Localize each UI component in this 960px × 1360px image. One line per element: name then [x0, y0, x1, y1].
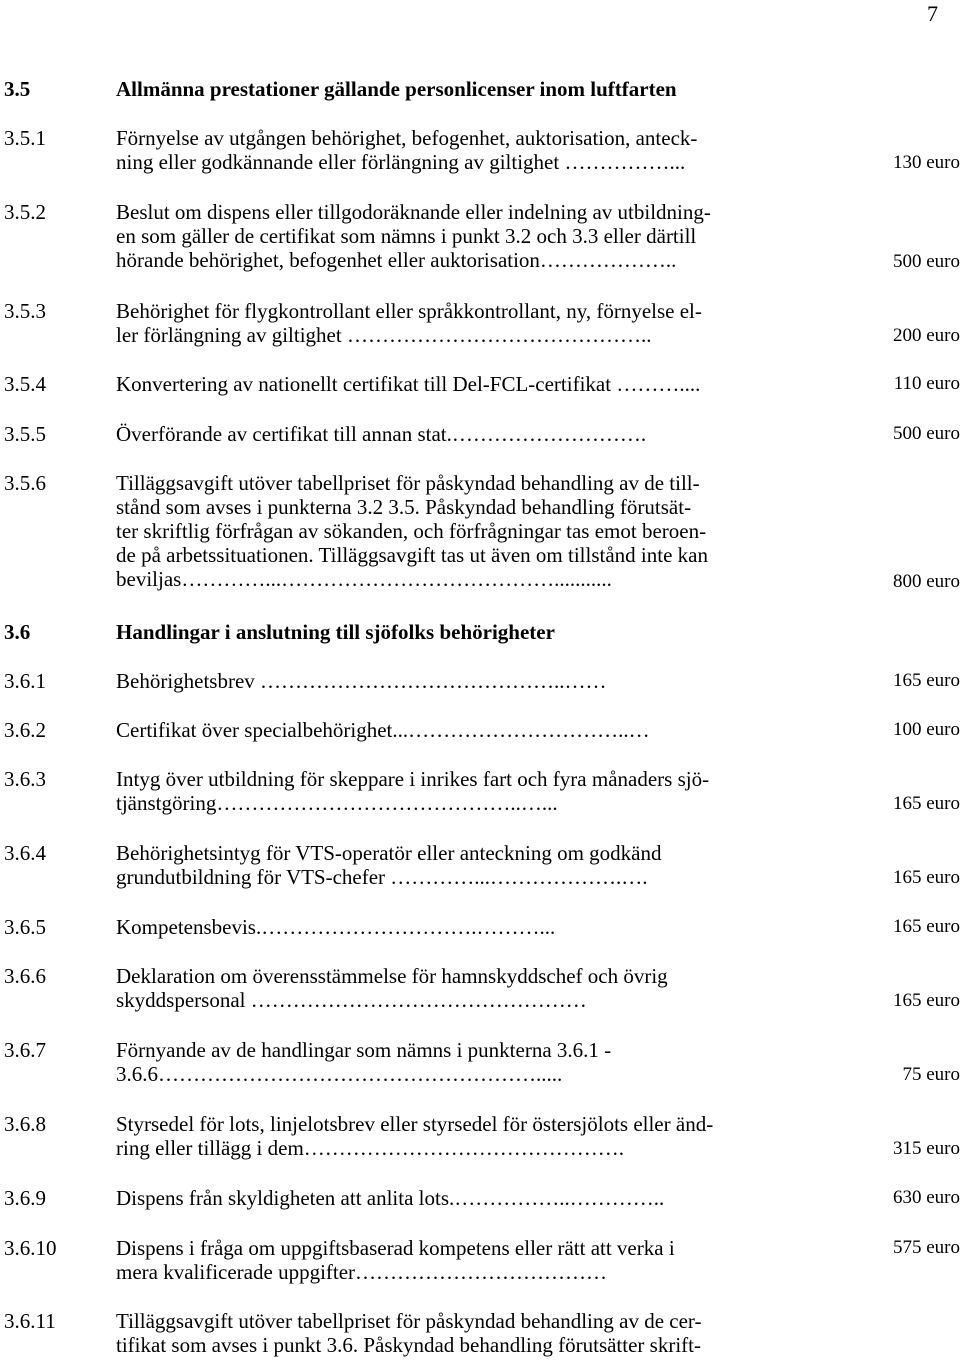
description-line: Förnyande av de handlingar som nämns i punkterna 3.6.1 -: [116, 1038, 612, 1062]
item-number: 3.5.6: [4, 471, 46, 495]
item-description: [116, 200, 821, 272]
item-number: 3.6.5: [4, 915, 46, 939]
item-number: 3.6.11: [4, 1309, 56, 1333]
description-line: tifikat som avses i punkt 3.6. Påskyndad behandling förutsätter skrift-: [116, 1333, 701, 1357]
item-price: 165 euro: [892, 916, 960, 937]
description-line: Tilläggsavgift utöver tabellpriset för påskyndad behandling av de cer-: [116, 1309, 702, 1333]
item-price: 130 euro: [892, 152, 960, 173]
description-line: 3.6.6……………………………………………….....: [116, 1062, 563, 1086]
item-description: [116, 422, 821, 446]
description-line: mera kvalificerade uppgifter………………………………: [116, 1260, 608, 1284]
description-line: ler förlängning av giltighet ……………………………………..: [116, 323, 652, 347]
description-line: Deklaration om överensstämmelse för hamnskyddschef och övrig: [116, 964, 668, 988]
description-line: ter skriftlig förfrågan av sökanden, och förfrågningar tas emot beroen-: [116, 519, 707, 543]
item-number: 3.6.9: [4, 1186, 46, 1210]
description-line: Konvertering av nationellt certifikat till Del-FCL-certifikat ………....: [116, 372, 701, 396]
item-price: 75 euro: [902, 1064, 960, 1085]
item-price: 165 euro: [892, 793, 960, 814]
item-price: 165 euro: [892, 670, 960, 691]
item-description: [116, 718, 821, 742]
item-price: 800 euro: [892, 571, 960, 592]
description-line: ring eller tillägg i dem……………………………………….: [116, 1136, 625, 1160]
item-price: 500 euro: [892, 251, 960, 272]
section-number: 3.6: [4, 620, 31, 644]
item-description: [116, 669, 821, 693]
description-line: Förnyelse av utgången behörighet, befogenhet, auktorisation, anteck-: [116, 126, 698, 150]
item-price: 165 euro: [892, 990, 960, 1011]
item-description: [116, 126, 821, 174]
description-line: Intyg över utbildning för skeppare i inrikes fart och fyra månaders sjö-: [116, 767, 710, 791]
item-price: 200 euro: [892, 325, 960, 346]
item-number: 3.6.8: [4, 1112, 46, 1136]
item-description: [116, 915, 821, 939]
item-price: 575 euro: [892, 1237, 960, 1258]
description-line: beviljas…………...…………………………………...........: [116, 567, 612, 591]
description-line: Tilläggsavgift utöver tabellpriset för påskyndad behandling av de till-: [116, 471, 700, 495]
item-price: 110 euro: [893, 373, 960, 394]
item-number: 3.6.7: [4, 1038, 46, 1062]
item-number: 3.6.1: [4, 669, 46, 693]
item-price: 100 euro: [892, 719, 960, 740]
item-description: [116, 1112, 821, 1160]
item-number: 3.6.4: [4, 841, 46, 865]
item-description: [116, 841, 821, 889]
description-line: en som gäller de certifikat som nämns i punkt 3.2 och 3.3 eller därtill: [116, 224, 697, 248]
description-line: Certifikat över specialbehörighet...…………………………..…: [116, 718, 650, 742]
description-line: tjänstgöring……………………………………..…...: [116, 791, 558, 815]
description-line: Behörighet för flygkontrollant eller språkkontrollant, ny, förnyelse el-: [116, 299, 702, 323]
item-price: 500 euro: [892, 423, 960, 444]
item-price: 315 euro: [892, 1138, 960, 1159]
item-description: [116, 299, 821, 347]
section-title: Allmänna prestationer gällande personlicenser inom luftfarten: [116, 77, 677, 101]
item-description: [116, 1038, 821, 1086]
item-number: 3.5.2: [4, 200, 46, 224]
item-number: 3.6.2: [4, 718, 46, 742]
item-number: 3.6.6: [4, 964, 46, 988]
description-line: Beslut om dispens eller tillgodoräknande eller indelning av utbildning-: [116, 200, 711, 224]
description-line: grundutbildning för VTS-chefer …………...……………….….: [116, 865, 648, 889]
description-line: Dispens från skyldigheten att anlita lots.……………..…………..: [116, 1186, 665, 1210]
item-description: [116, 964, 821, 1012]
section-title: Handlingar i anslutning till sjöfolks behörigheter: [116, 620, 555, 644]
item-number: 3.5.4: [4, 372, 46, 396]
item-description: [116, 1236, 821, 1284]
description-line: Dispens i fråga om uppgiftsbaserad kompetens eller rätt att verka i: [116, 1236, 675, 1260]
description-line: skyddspersonal …………………………………………: [116, 988, 587, 1012]
item-description: [116, 767, 821, 815]
item-price: 165 euro: [892, 867, 960, 888]
item-number: 3.6.10: [4, 1236, 57, 1260]
description-line: stånd som avses i punkterna 3.2 3.5. Påskyndad behandling förutsät-: [116, 495, 692, 519]
description-line: ning eller godkännande eller förlängning av giltighet ……………...: [116, 150, 686, 174]
item-description: [116, 471, 821, 591]
description-line: de på arbetssituationen. Tilläggsavgift tas ut även om tillstånd inte kan: [116, 543, 708, 567]
description-line: Styrsedel för lots, linjelotsbrev eller styrsedel för östersjölots eller änd-: [116, 1112, 714, 1136]
description-line: Kompetensbevis.………………………….………...: [116, 915, 556, 939]
item-number: 3.5.3: [4, 299, 46, 323]
item-description: [116, 1186, 821, 1210]
item-price: 630 euro: [892, 1187, 960, 1208]
item-number: 3.6.3: [4, 767, 46, 791]
description-line: hörande behörighet, befogenhet eller auktorisation………………..: [116, 248, 677, 272]
item-description: [116, 372, 821, 396]
item-number: 3.5.5: [4, 422, 46, 446]
item-number: 3.5.1: [4, 126, 46, 150]
page-number: 7: [927, 1, 938, 26]
description-line: Behörighetsintyg för VTS-operatör eller anteckning om godkänd: [116, 841, 662, 865]
section-number: 3.5: [4, 77, 31, 101]
item-description: [116, 1309, 821, 1357]
description-line: Behörighetsbrev ……………………………………..……: [116, 669, 607, 693]
description-line: Överförande av certifikat till annan stat.……………………….: [116, 422, 647, 446]
